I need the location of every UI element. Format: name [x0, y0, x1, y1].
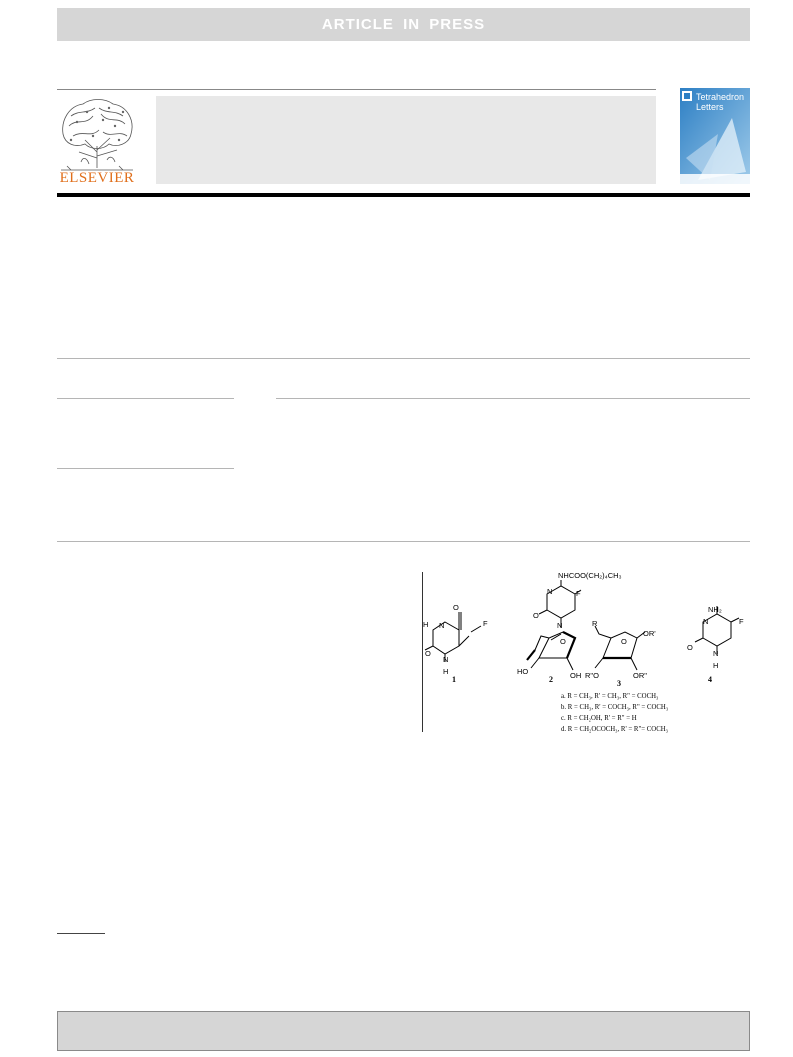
- atom-n: N: [713, 649, 719, 658]
- atom-o: O: [560, 637, 566, 646]
- side-chain-label: NHCOO(CH₂)₄CH₃: [558, 571, 622, 580]
- article-info-top-rule: [57, 358, 750, 359]
- elsevier-wordmark: ELSEVIER: [59, 170, 135, 186]
- abstract-bottom-rule: [57, 541, 750, 542]
- atom-n: N: [439, 621, 445, 630]
- atom-f: F: [483, 619, 488, 628]
- substituent-variant-a: a. R = CH₃, R' = CH₃, R" = COCH₃: [561, 693, 659, 700]
- footnote-rule: [57, 933, 105, 934]
- or-double-prime-label: OR": [633, 671, 647, 680]
- header-bottom-rule: [57, 193, 750, 197]
- atom-f: F: [576, 589, 581, 598]
- journal-title-box: [156, 96, 656, 184]
- atom-h: H: [713, 661, 719, 670]
- atom-o: O: [453, 603, 459, 612]
- amino-label: NH₂: [708, 605, 722, 614]
- atom-n: N: [557, 621, 563, 630]
- atom-o: O: [425, 649, 431, 658]
- atom-f: F: [739, 617, 744, 626]
- substituent-variant-d: d. R = CH₂OCOCH₃, R' = R"= COCH₃: [561, 726, 669, 733]
- or-prime-label: OR': [643, 629, 656, 638]
- atom-o: O: [533, 611, 539, 620]
- journal-cover-image: [680, 88, 750, 184]
- journal-cover-title: Tetrahedron Letters: [696, 92, 745, 112]
- hydroxyl-label: HO: [517, 667, 529, 676]
- atom-n: N: [703, 617, 709, 626]
- atom-o: O: [621, 637, 627, 646]
- atom-h: H: [423, 620, 429, 629]
- r-group-label: R: [592, 619, 598, 628]
- article-info-column-rule: [57, 398, 234, 399]
- substituent-variant-b: b. R = CH₃, R' = COCH₃, R" = COCH₃: [561, 704, 669, 711]
- atom-n: N: [547, 587, 553, 596]
- atom-o: O: [687, 643, 693, 652]
- substituent-variant-c: c. R = CH₂OH, R' = R" = H: [561, 715, 637, 722]
- chemical-structures-scheme: [423, 566, 750, 738]
- compound-number: 1: [452, 675, 456, 684]
- r-double-prime-o-label: R"O: [585, 671, 599, 680]
- compound-number: 4: [708, 675, 712, 684]
- citation-box: [57, 1011, 750, 1051]
- header-top-rule: [57, 89, 656, 90]
- article-in-press-banner: ARTICLE IN PRESS: [57, 8, 750, 41]
- atom-h: H: [443, 667, 449, 676]
- compound-number: 3: [617, 679, 621, 688]
- abstract-column-rule: [276, 398, 750, 399]
- hydroxyl-label: OH: [570, 671, 582, 680]
- keywords-rule: [57, 468, 234, 469]
- atom-n: N: [443, 655, 449, 664]
- compound-number: 2: [549, 675, 553, 684]
